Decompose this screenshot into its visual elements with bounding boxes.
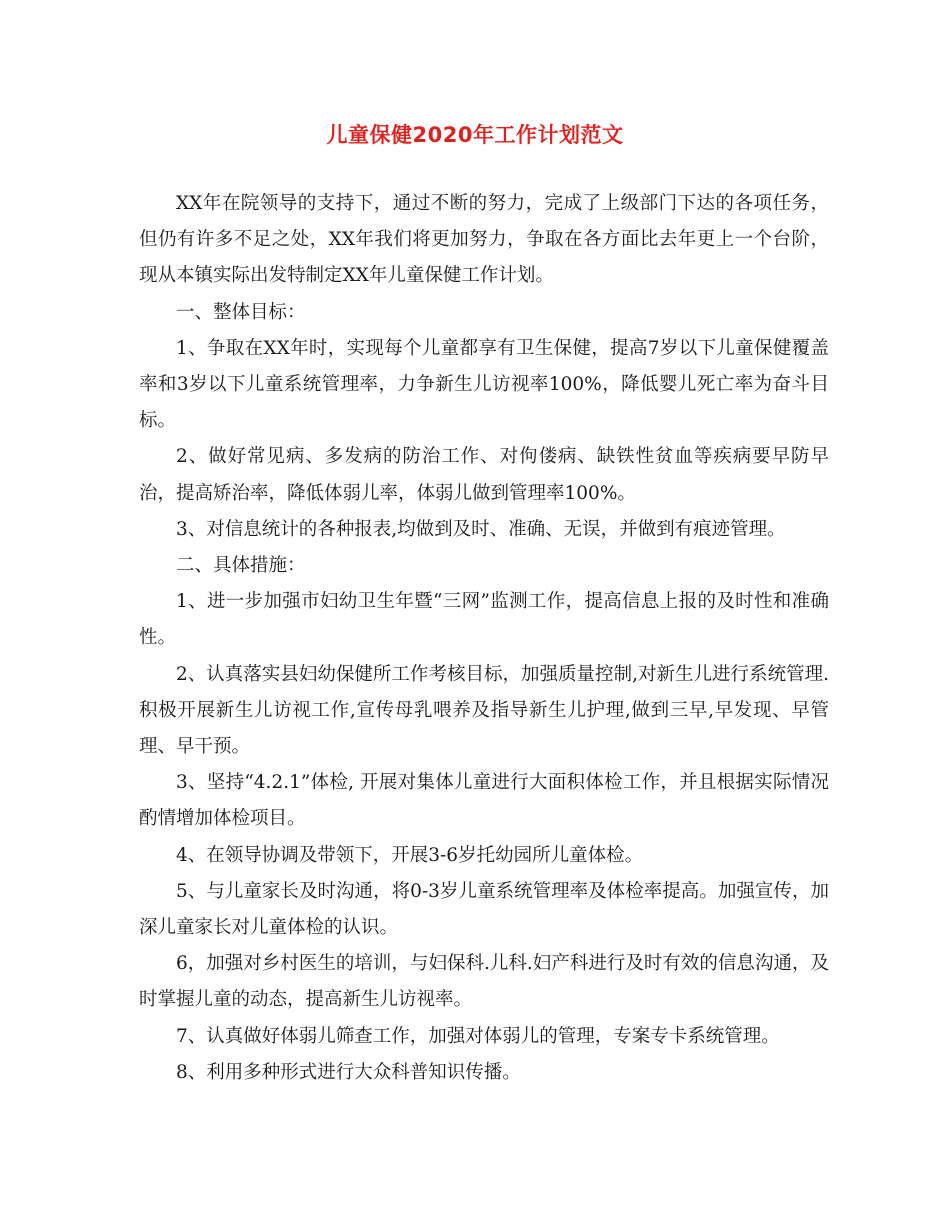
paragraph-intro: XX年在院领导的支持下，通过不断的努力，完成了上级部门下达的各项任务，但仍有许多不足之处，XX年我们将更加努力，争取在各方面比去年更上一个台阶，现从本镇实际出发特制定XX年儿童保健工作计划。 bbox=[139, 193, 829, 287]
paragraph-measure-6: 6，加强对乡村医生的培训，与妇保科.儿科.妇产科进行及时有效的信息沟通，及时掌握儿童的动态，提高新生儿访视率。 bbox=[139, 953, 829, 1011]
paragraph-goal-2: 2、做好常见病、多发病的防治工作、对佝偻病、缺铁性贫血等疾病要早防早治，提高矫治率，降低体弱儿率，体弱儿做到管理率100%。 bbox=[139, 446, 829, 504]
document-title: 儿童保健2020年工作计划范文 bbox=[326, 123, 624, 147]
paragraph-measure-4: 4、在领导协调及带领下，开展3-6岁托幼园所儿童体检。 bbox=[176, 844, 644, 866]
document-body bbox=[139, 186, 829, 1091]
section-heading-measures: 二、具体措施： bbox=[176, 555, 306, 577]
paragraph-measure-7: 7、认真做好体弱儿筛查工作，加强对体弱儿的管理，专案专卡系统管理。 bbox=[176, 1025, 780, 1047]
paragraph-measure-5: 5、与儿童家长及时沟通，将0-3岁儿童系统管理率及体检率提高。加强宣传，加深儿童家长对儿童体检的认识。 bbox=[139, 880, 829, 939]
section-heading-goals: 一、整体目标： bbox=[176, 301, 306, 323]
paragraph-goal-3: 3、对信息统计的各种报表,均做到及时、准确、无误，并做到有痕迹管理。 bbox=[176, 518, 786, 540]
paragraph-measure-8: 8、利用多种形式进行大众科普知识传播。 bbox=[176, 1061, 521, 1083]
paragraph-measure-1: 1、进一步加强市妇幼卫生年暨“三网”监测工作，提高信息上报的及时性和准确性。 bbox=[139, 591, 829, 649]
paragraph-measure-2: 2、认真落实县妇幼保健所工作考核目标，加强质量控制,对新生儿进行系统管理.积极开展新生儿访视工作,宣传母乳喂养及指导新生儿护理,做到三早,早发现、早管理、早干预。 bbox=[139, 663, 829, 758]
paragraph-goal-1: 1、争取在XX年时，实现每个儿童都享有卫生保健，提高7岁以下儿童保健覆盖率和3岁以下儿童系统管理率，力争新生儿访视率100%，降低婴儿死亡率为奋斗目标。 bbox=[139, 337, 829, 432]
paragraph-measure-3: 3、坚持“4.2.1”体检, 开展对集体儿童进行大面积体检工作，并且根据实际情况酌情增加体检项目。 bbox=[139, 772, 829, 830]
